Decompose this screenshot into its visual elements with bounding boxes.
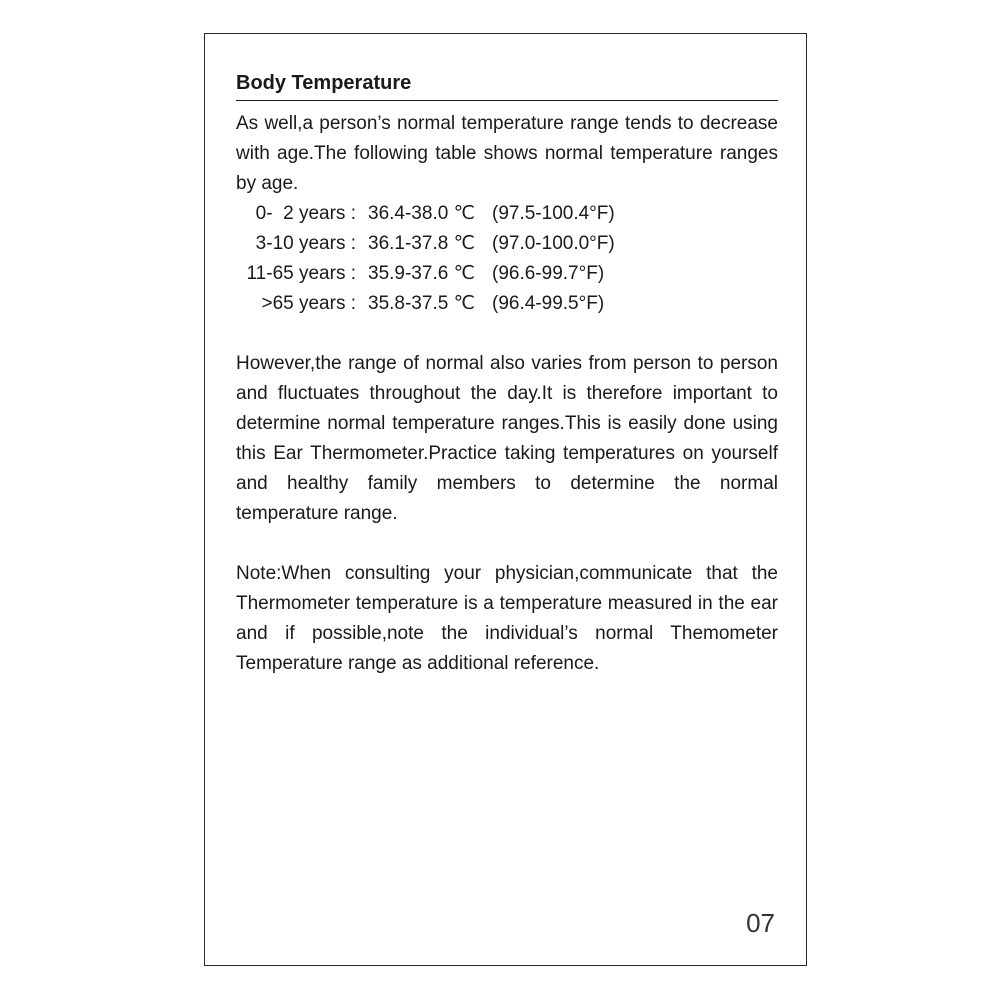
age-range: >65 years :: [261, 293, 356, 314]
age-range: 11-65 years :: [246, 263, 356, 284]
celsius-range: 36.4-38.0 ℃: [368, 203, 475, 224]
variation-paragraph: However,the range of normal also varies from person to person and fluctuates throughout the day.It is therefore important to determine normal temperature ranges.This is easily done using this Ear Thermometer.Practice taking temperatures on yourself and healthy family members to determine the normal temperature range.: [236, 353, 778, 524]
page-content: [236, 70, 778, 679]
table-row: [236, 289, 778, 319]
manual-page: [204, 33, 807, 966]
age-range: 3-10 years :: [255, 233, 356, 254]
temperature-table: [236, 199, 778, 319]
celsius-range: 35.8-37.5 ℃: [368, 293, 475, 314]
celsius-range: 35.9-37.6 ℃: [368, 263, 475, 284]
table-row: [236, 229, 778, 259]
table-row: [236, 199, 778, 229]
intro-paragraph: As well,a person’s normal temperature range tends to decrease with age.The following table shows normal temperature ranges by age.: [236, 113, 778, 194]
fahrenheit-range: (96.4-99.5°F): [492, 293, 605, 314]
fahrenheit-range: (96.6-99.7°F): [492, 263, 605, 284]
age-range: 0- 2 years :: [255, 203, 356, 224]
table-row: [236, 259, 778, 289]
celsius-range: 36.1-37.8 ℃: [368, 233, 475, 254]
fahrenheit-range: (97.0-100.0°F): [492, 233, 615, 254]
page-number: 07: [746, 908, 775, 938]
section-heading: Body Temperature: [236, 70, 778, 101]
fahrenheit-range: (97.5-100.4°F): [492, 203, 615, 224]
note-paragraph: Note:When consulting your physician,communicate that the Thermometer temperature is a temperature measured in the ear and if possible,note the individual’s normal Themometer Temperature range as additional reference.: [236, 563, 778, 674]
